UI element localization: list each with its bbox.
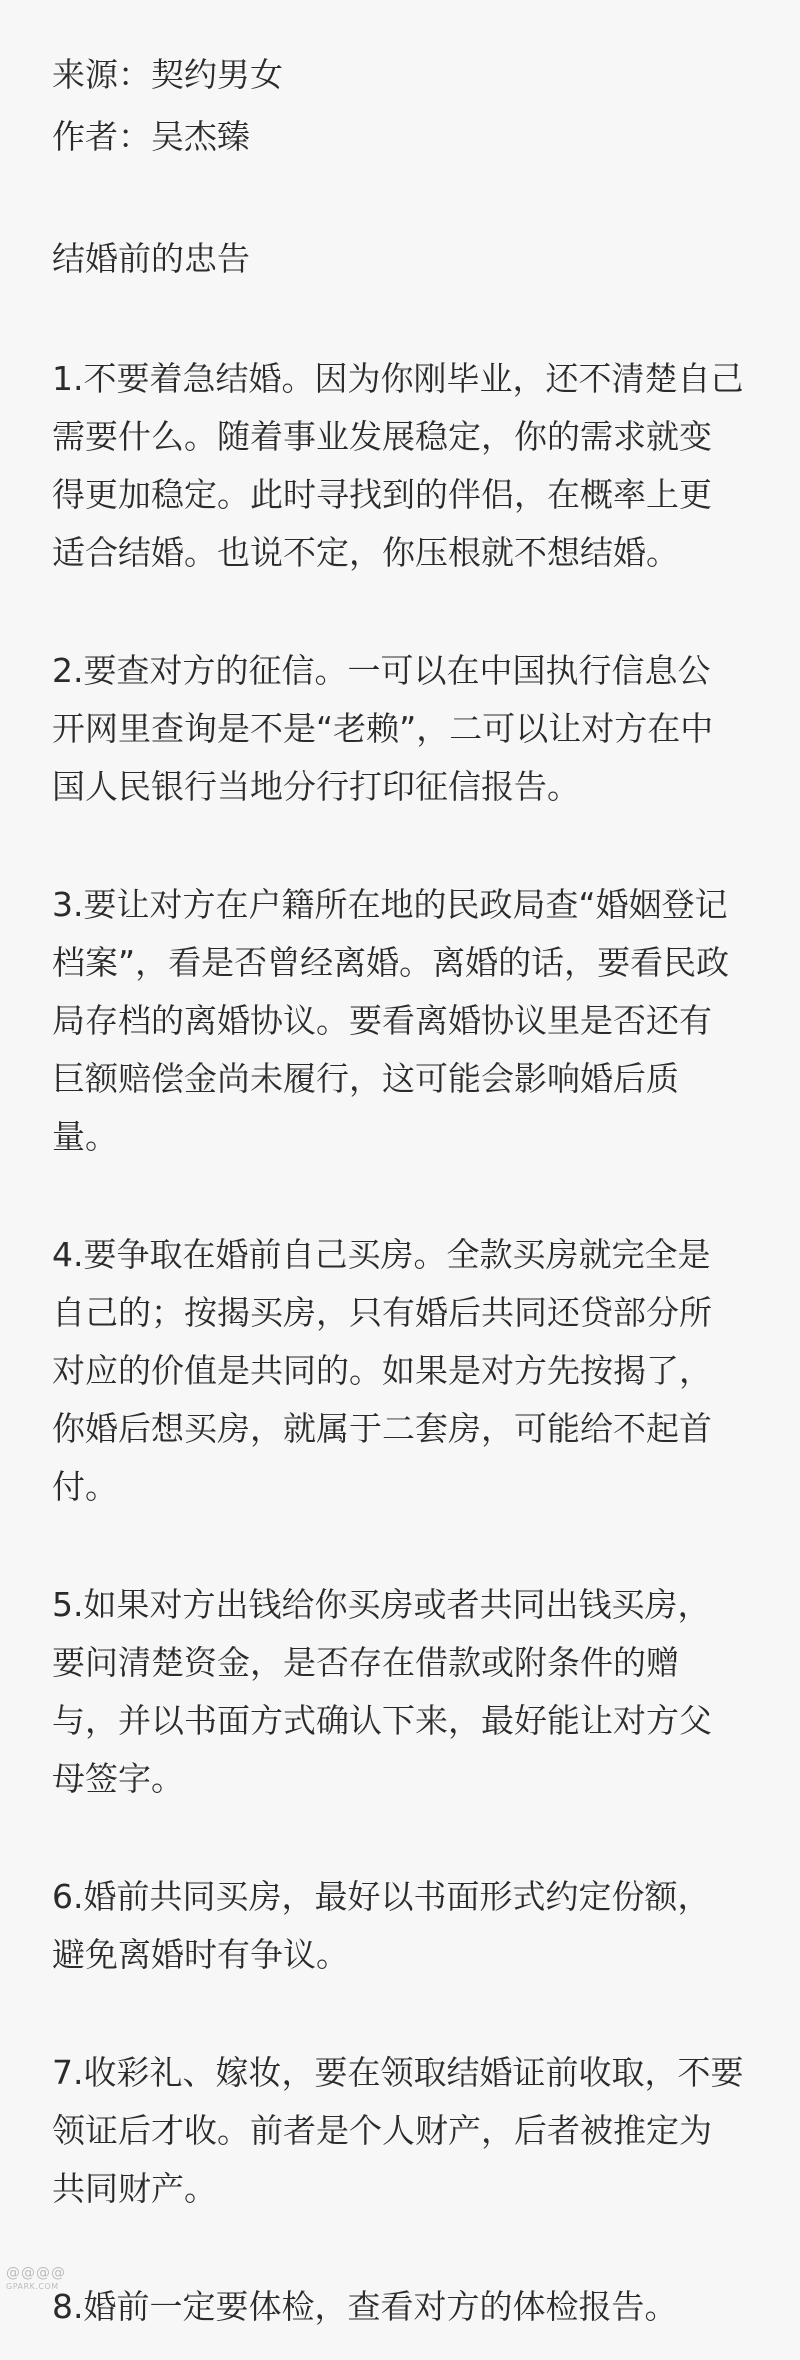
- text-line: 4.要争取在婚前自己买房。全款买房就完全是: [52, 1235, 711, 1274]
- advice-item-5: [52, 1576, 762, 1808]
- text-line: 要问清楚资金，是否存在借款或附条件的赠: [52, 1643, 679, 1682]
- text-line: 母签字。: [52, 1759, 184, 1798]
- text-line: 得更加稳定。此时寻找到的伴侣，在概率上更: [52, 475, 712, 514]
- article-title: 结婚前的忠告: [52, 239, 250, 278]
- text-line: 1.不要着急结婚。因为你刚毕业，还不清楚自己: [52, 359, 744, 398]
- advice-item-7: [52, 2044, 762, 2218]
- article-author: 作者：吴杰臻: [52, 117, 250, 156]
- text-line: 付。: [52, 1467, 118, 1506]
- text-line: 对应的价值是共同的。如果是对方先按揭了，: [52, 1351, 712, 1390]
- text-line: 你婚后想买房，就属于二套房，可能给不起首: [52, 1409, 712, 1448]
- text-line: 国人民银行当地分行打印征信报告。: [52, 767, 580, 806]
- text-line: 领证后才收。前者是个人财产，后者被推定为: [52, 2111, 712, 2150]
- text-line: 巨额赔偿金尚未履行，这可能会影响婚后质: [52, 1059, 679, 1098]
- article-source: 来源：契约男女: [52, 55, 283, 94]
- advice-item-3: [52, 876, 762, 1166]
- watermark-glyphs: @@@@: [6, 2265, 66, 2281]
- text-line: 量。: [52, 1117, 118, 1156]
- text-line: 局存档的离婚协议。要看离婚协议里是否还有: [52, 1001, 712, 1040]
- watermark-text: GPARK.COM: [6, 2282, 59, 2291]
- text-line: 需要什么。随着事业发展稳定，你的需求就变: [52, 417, 712, 456]
- text-line: 3.要让对方在户籍所在地的民政局查“婚姻登记: [52, 885, 728, 924]
- text-line: 避免离婚时有争议。: [52, 1935, 349, 1974]
- text-line: 6.婚前共同买房，最好以书面形式约定份额，: [52, 1877, 711, 1916]
- advice-item-6: [52, 1868, 762, 1984]
- advice-item-2: [52, 642, 762, 816]
- advice-item-1: [52, 350, 762, 582]
- text-line: 与，并以书面方式确认下来，最好能让对方父: [52, 1701, 712, 1740]
- text-line: 共同财产。: [52, 2169, 217, 2208]
- text-line: 适合结婚。也说不定，你压根就不想结婚。: [52, 533, 679, 572]
- watermark: [6, 2264, 76, 2298]
- text-line: 7.收彩礼、嫁妆，要在领取结婚证前收取，不要: [52, 2053, 744, 2092]
- text-line: 开网里查询是不是“老赖”，二可以让对方在中: [52, 709, 714, 748]
- text-line: 5.如果对方出钱给你买房或者共同出钱买房，: [52, 1585, 711, 1624]
- text-line: 2.要查对方的征信。一可以在中国执行信息公: [52, 651, 711, 690]
- advice-item-4: [52, 1226, 762, 1516]
- text-line: 8.婚前一定要体检，查看对方的体检报告。: [52, 2287, 678, 2326]
- advice-item-8: [52, 2278, 762, 2336]
- text-line: 档案”，看是否曾经离婚。离婚的话，要看民政: [52, 943, 730, 982]
- text-line: 自己的；按揭买房，只有婚后共同还贷部分所: [52, 1293, 712, 1332]
